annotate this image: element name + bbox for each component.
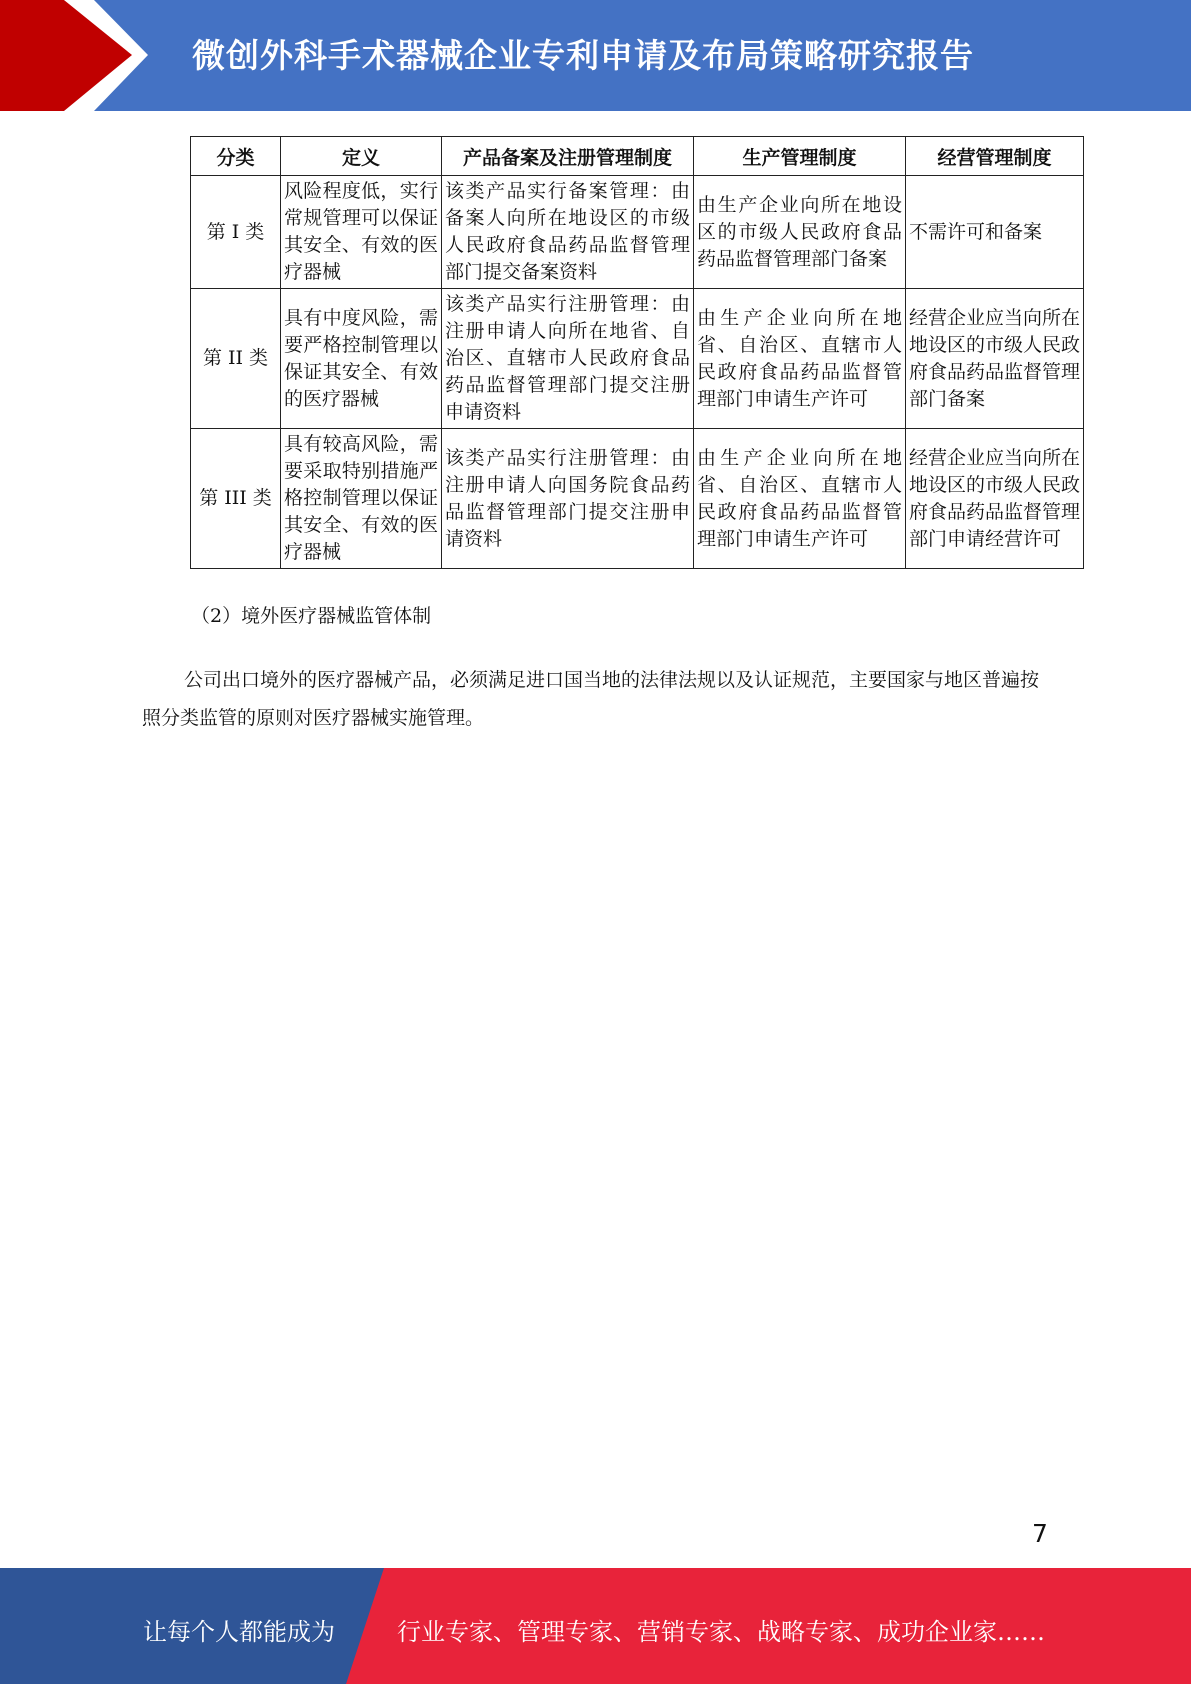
col-header-operation: 经营管理制度 xyxy=(906,137,1084,176)
cell-registration: 该类产品实行注册管理：由注册申请人向国务院食品药品监督管理部门提交注册申请资料 xyxy=(442,429,694,569)
table-row xyxy=(191,176,1084,289)
col-header-registration: 产品备案及注册管理制度 xyxy=(442,137,694,176)
footer-slogan-left: 让每个人都能成为 xyxy=(143,1618,335,1646)
cell-definition: 具有中度风险，需要严格控制管理以保证其安全、有效的医疗器械 xyxy=(281,289,442,429)
cell-operation: 经营企业应当向所在地设区的市级人民政府食品药品监督管理部门备案 xyxy=(906,289,1084,429)
col-header-category: 分类 xyxy=(191,137,281,176)
cell-production: 由生产企业向所在地设区的市级人民政府食品药品监督管理部门备案 xyxy=(694,176,906,289)
cell-registration: 该类产品实行注册管理：由注册申请人向所在地省、自治区、直辖市人民政府食品药品监督管理部门提交注册申请资料 xyxy=(442,289,694,429)
cell-category: 第 I 类 xyxy=(191,176,281,289)
classification-table xyxy=(190,136,1084,569)
page-header xyxy=(0,0,1191,111)
footer-slogan-right: 行业专家、管理专家、营销专家、战略专家、成功企业家…… xyxy=(397,1618,1045,1646)
page-footer xyxy=(0,1568,1191,1684)
cell-operation: 经营企业应当向所在地设区的市级人民政府食品药品监督管理部门申请经营许可 xyxy=(906,429,1084,569)
col-header-production: 生产管理制度 xyxy=(694,137,906,176)
page-number: 7 xyxy=(1032,1519,1048,1548)
cell-production: 由生产企业向所在地省、自治区、直辖市人民政府食品药品监督管理部门申请生产许可 xyxy=(694,289,906,429)
cell-category: 第 II 类 xyxy=(191,289,281,429)
cell-registration: 该类产品实行备案管理：由备案人向所在地设区的市级人民政府食品药品监督管理部门提交备案资料 xyxy=(442,176,694,289)
table-row xyxy=(191,289,1084,429)
section-subheading: （2）境外医疗器械监管体制 xyxy=(191,605,432,627)
red-chevron-block xyxy=(0,0,148,111)
col-header-definition: 定义 xyxy=(281,137,442,176)
cell-definition: 风险程度低，实行常规管理可以保证其安全、有效的医疗器械 xyxy=(281,176,442,289)
body-paragraph: 公司出口境外的医疗器械产品，必须满足进口国当地的法律法规以及认证规范，主要国家与地区普遍按照分类监管的原则对医疗器械实施管理。 xyxy=(142,669,1040,729)
cell-operation: 不需许可和备案 xyxy=(906,176,1084,289)
table-row xyxy=(191,429,1084,569)
table-header-row xyxy=(191,137,1084,176)
report-title: 微创外科手术器械企业专利申请及布局策略研究报告 xyxy=(192,36,974,75)
cell-category: 第 III 类 xyxy=(191,429,281,569)
cell-production: 由生产企业向所在地省、自治区、直辖市人民政府食品药品监督管理部门申请生产许可 xyxy=(694,429,906,569)
cell-definition: 具有较高风险，需要采取特别措施严格控制管理以保证其安全、有效的医疗器械 xyxy=(281,429,442,569)
